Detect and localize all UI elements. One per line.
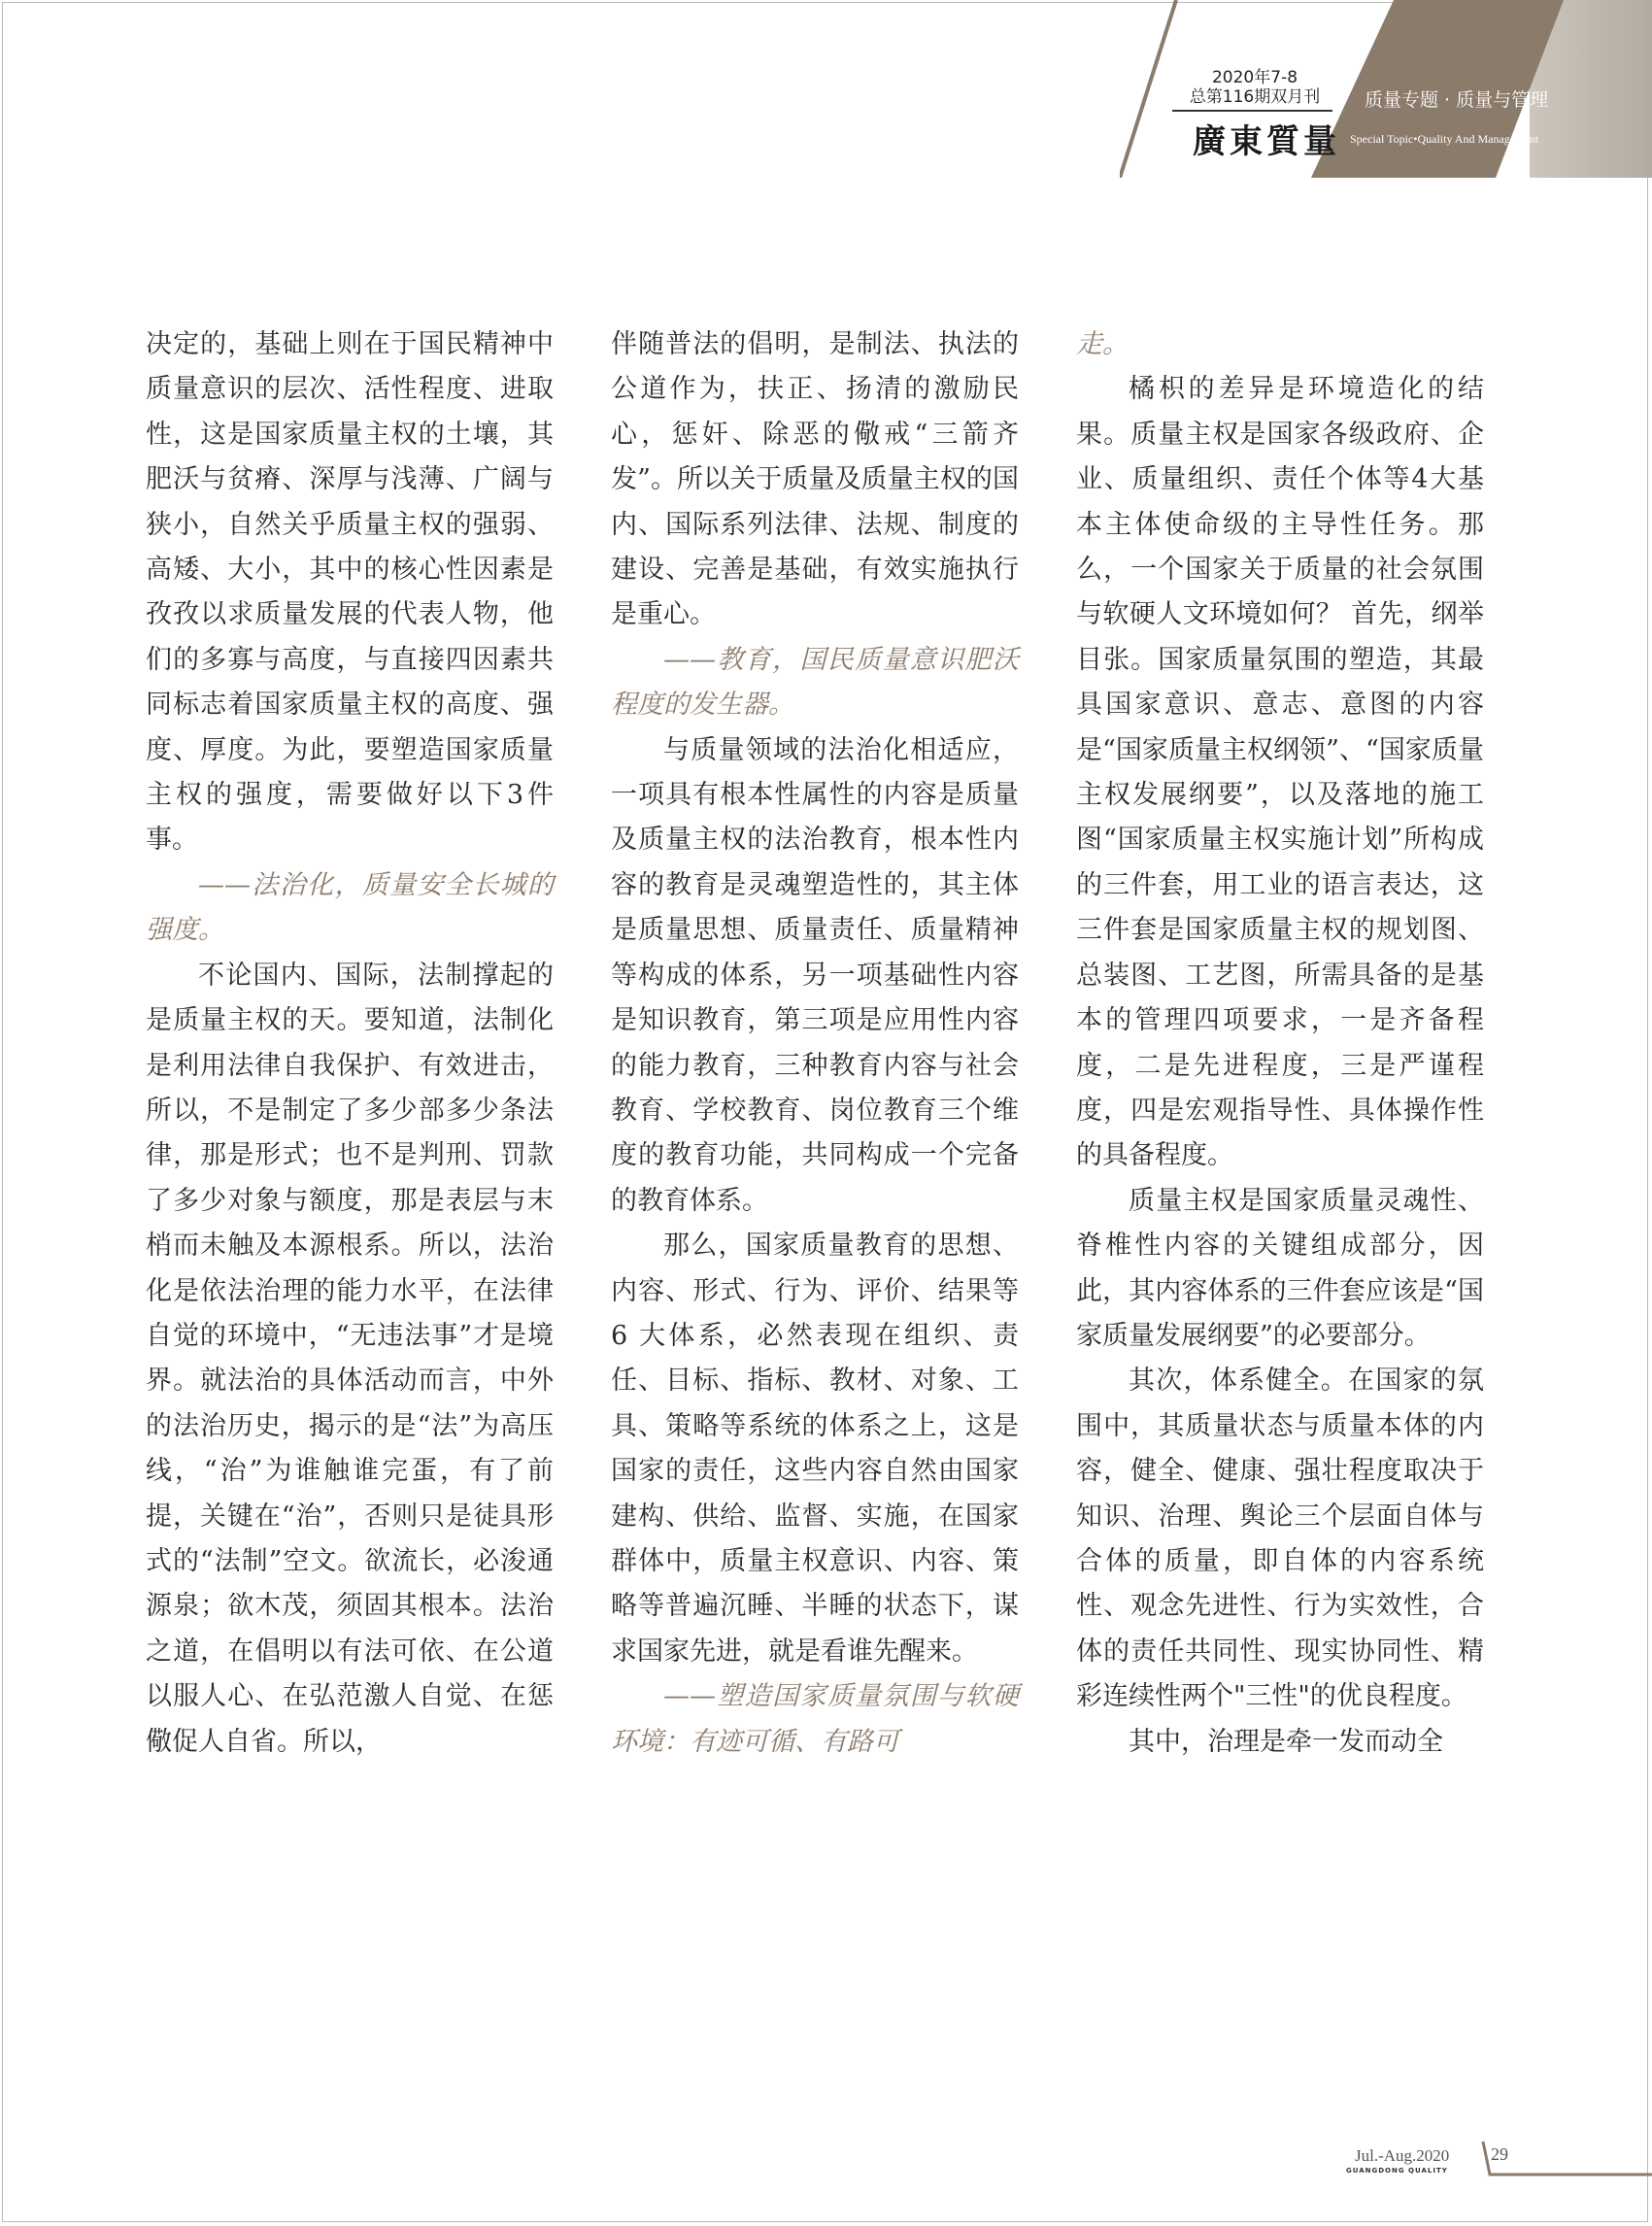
- text-column-2: [611, 322, 1019, 1765]
- issue-date: 2020年7-8: [1211, 68, 1298, 87]
- text-column-1: [146, 322, 554, 1765]
- footer-ornament: [1457, 2132, 1652, 2180]
- paragraph: 伴随普法的倡明，是制法、执法的公道作为，扶正、扬清的激励民心，惩奸、除恶的儆戒“三箭齐发”。所以关于质量及质量主权的国内、国际系列法律、法规、制度的建设、完善是基础，有效实施执行是重心。: [611, 329, 1019, 630]
- paragraph: 决定的，基础上则在于国民精神中质量意识的层次、活性程度、进取性，这是国家质量主权的土壤，其肥沃与贫瘠、深厚与浅薄、广阔与狭小，自然关乎质量主权的强弱、高矮、大小，其中的核心性因素是孜孜以求质量发展的代表人物，他们的多寡与高度，与直接四因素共同标志着国家质量主权的高度、强度、厚度。为此，要塑造国家质量主权的强度，需要做好以下3件事。: [146, 329, 554, 856]
- paragraph: 橘枳的差异是环境造化的结果。质量主权是国家各级政府、企业、质量组织、责任个体等4大基本主体使命级的主导性任务。那么，一个国家关于质量的社会氛围与软硬人文环境如何？ 首先，纲举目张。国家质量氛围的塑造，其最具国家意识、意志、意图的内容是“国家质量主权纲领”、“国家质量主权发展纲要”，以及落地的施工图“国家质量主权实施计划”所构成的三件套，用工业的语言表达，这三件套是国家质量主权的规划图、总装图、工艺图，所需具备的是基本的管理四项要求，一是齐备程度，二是先进程度，三是严谨程度，四是宏观指导性、具体操作性的具备程度。: [1076, 374, 1484, 1171]
- header-rule: [1172, 110, 1332, 112]
- subheading: ——教育，国民质量意识肥沃程度的发生器。: [611, 644, 1019, 721]
- issue-number: 总第116期双月刊: [1189, 87, 1321, 107]
- subheading: ——塑造国家质量氛围与软硬环境：有迹可循、有路可: [611, 1681, 1019, 1757]
- footer-publication: GUANGDONG QUALITY: [1346, 2167, 1448, 2175]
- page-number: 29: [1491, 2144, 1508, 2164]
- paragraph: 其中，治理是牵一发而动全: [1129, 1726, 1443, 1757]
- header-slant-line: [1120, 0, 1178, 178]
- paragraph: 与质量领域的法治化相适应，一项具有根本性属性的内容是质量及质量主权的法治教育，根本性内容的教育是灵魂塑造性的，其主体是质量思想、质量责任、质量精神等构成的体系，另一项基础性内容是知识教育，第三项是应用性内容的能力教育，三种教育内容与社会教育、学校教育、岗位教育三个维度的教育功能，共同构成一个完备的教育体系。: [611, 734, 1019, 1216]
- text-column-3: [1076, 322, 1484, 1765]
- paragraph: 质量主权是国家质量灵魂性、脊椎性内容的关键组成部分，因此，其内容体系的三件套应该是“国家质量发展纲要”的必要部分。: [1076, 1185, 1484, 1351]
- paragraph: 那么，国家质量教育的思想、内容、形式、行为、评价、结果等 6 大体系，必然表现在组织、责任、目标、指标、教材、对象、工具、策略等系统的体系之上，这是国家的责任，这些内容自然由国家建构、供给、监督、实施，在国家群体中，质量主权意识、内容、策略等普遍沉睡、半睡的状态下，谋求国家先进，就是看谁先醒来。: [611, 1231, 1019, 1667]
- paragraph: 不论国内、国际，法制撑起的是质量主权的天。要知道，法制化是利用法律自我保护、有效进击，所以，不是制定了多少部多少条法律，那是形式；也不是判刑、罚款了多少对象与额度，那是表层与末梢而未触及本源根系。所以，法治化是依法治理的能力水平，在法律自觉的环境中，“无违法事”才是境界。就法治的具体活动而言，中外的法治历史，揭示的是“法”为高压线，“治”为谁触谁完蛋，有了前提，关键在“治”，否则只是徒具形式的“法制”空文。欲流长，必浚通源泉；欲木茂，须固其根本。法治之道，在倡明以有法可依、在公道以服人心、在弘范激人自觉、在惩儆促人自省。所以，: [146, 960, 554, 1757]
- section-topic-en: Special Topic•Quality And Management: [1350, 132, 1539, 146]
- issue-info: [1172, 68, 1337, 107]
- footer-date: Jul.-Aug.2020: [1355, 2146, 1450, 2165]
- section-topic: 质量专题 · 质量与管理: [1365, 89, 1549, 111]
- subheading: ——法治化，质量安全长城的强度。: [146, 869, 554, 946]
- magazine-title: 廣東質量: [1193, 122, 1340, 161]
- paragraph: 其次，体系健全。在国家的氛围中，其质量状态与质量本体的内容，健全、健康、强壮程度取决于知识、治理、舆论三个层面自体与合体的质量，即自体的内容系统性、观念先进性、行为实效性，合体的责任共同性、现实协同性、精彩连续性两个"三性"的优良程度。: [1076, 1366, 1484, 1712]
- subheading-continued: 走。: [1076, 329, 1129, 359]
